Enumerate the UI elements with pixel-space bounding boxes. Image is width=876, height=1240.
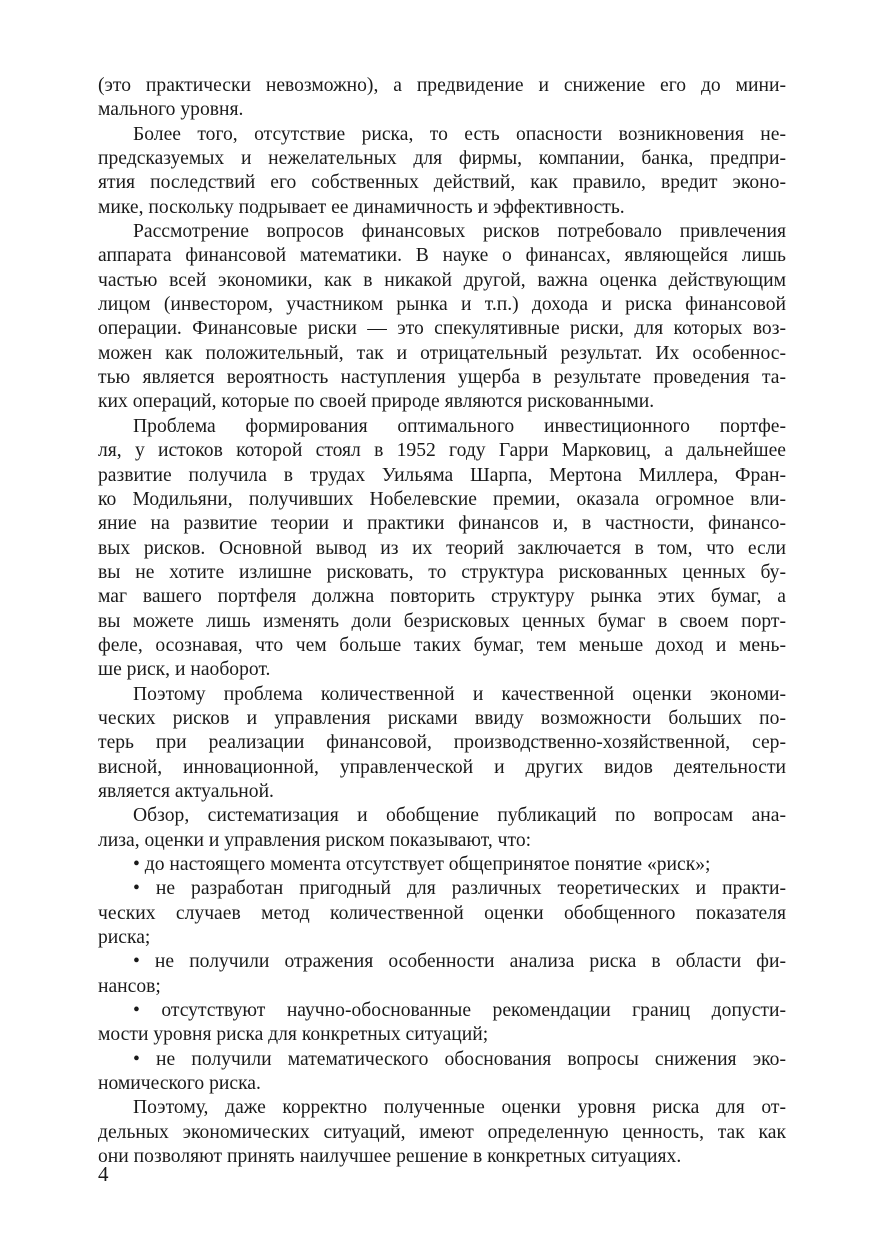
text-line: яние на развитие теории и практики финансов и, в частности, финансо-: [98, 513, 786, 535]
paragraph-risk-assessment-problem: [98, 683, 786, 805]
text-line: дельных экономических ситуаций, имеют определенную ценность, так как: [98, 1121, 786, 1143]
text-line: Проблема формирования оптимального инвестиционного портфе-: [133, 415, 786, 437]
text-line: операции. Финансовые риски — это спекулятивные риски, для которых воз-: [98, 318, 786, 340]
text-line: феле, осознавая, что чем больше таких бумаг, тем меньше доход и мень-: [98, 634, 786, 656]
bullet-item: [98, 1048, 786, 1097]
text-line: лицом (инвестором, участником рынка и т.п.) дохода и риска финансовой: [98, 294, 786, 316]
text-line: аппарата финансовой математики. В науке о финансах, являющейся лишь: [98, 245, 786, 267]
text-line: мости уровня риска для конкретных ситуаций;: [98, 1024, 489, 1046]
bullet-item: [98, 877, 786, 950]
paragraph-review-intro: [98, 804, 786, 853]
page-number: 4: [98, 1162, 109, 1186]
text-line: ля, у истоков которой стоял в 1952 году Гарри Марковиц, а дальнейшее: [98, 440, 786, 462]
text-line: можен как положительный, так и отрицательный результат. Их особеннос-: [98, 342, 786, 364]
paragraph-continuation: [98, 74, 786, 123]
text-line: Более того, отсутствие риска, то есть опасности возникновения не-: [133, 123, 786, 145]
text-line: ческих случаев метод количественной оценки обобщенного показателя: [98, 902, 786, 924]
text-line: ких операций, которые по своей природе являются рискованными.: [98, 391, 655, 413]
text-line: риска;: [98, 927, 151, 949]
text-line: нансов;: [98, 975, 161, 997]
text-line: (это практически невозможно), а предвидение и снижение его до мини-: [98, 75, 786, 96]
text-line: ческих рисков и управления рисками ввиду возможности больших по-: [98, 707, 786, 729]
bullet-item: [98, 853, 786, 877]
text-line: развитие получила в трудах Уильяма Шарпа, Мертона Миллера, Фран-: [98, 464, 786, 486]
text-line: номического риска.: [98, 1073, 261, 1095]
text-line: мике, поскольку подрывает ее динамичность и эффективность.: [98, 196, 625, 218]
text-line: Поэтому проблема количественной и качественной оценки экономи-: [133, 683, 786, 705]
paragraph-portfolio-theory: [98, 415, 786, 683]
text-line: частью всей экономики, как в никакой другой, важна оценка действующим: [98, 269, 786, 291]
text-line: • до настоящего момента отсутствует общепринятое понятие «риск»;: [133, 854, 711, 875]
text-line: вы не хотите излишне рисковать, то структура рискованных ценных бу-: [98, 561, 786, 583]
paragraph-conclusion: [98, 1096, 786, 1169]
text-line: вых рисков. Основной вывод из их теорий заключается в том, что если: [98, 537, 786, 559]
text-line: ятия последствий его собственных действий, как правило, вредит эконо-: [98, 172, 786, 194]
text-line: тью является вероятность наступления ущерба в результате проведения та-: [98, 367, 786, 389]
text-line: терь при реализации финансовой, производственно-хозяйственной, сер-: [98, 732, 786, 754]
text-line: • отсутствуют научно-обоснованные рекомендации границ допусти-: [133, 1000, 786, 1022]
text-line: мального уровня.: [98, 99, 244, 121]
bullet-item: [98, 950, 786, 999]
text-line: Рассмотрение вопросов финансовых рисков потребовало привлечения: [133, 221, 786, 243]
text-line: ко Модильяни, получивших Нобелевские премии, оказала огромное вли-: [98, 488, 786, 510]
text-line: предсказуемых и нежелательных для фирмы, компании, банка, предпри-: [98, 148, 786, 170]
paragraph-absence-of-risk: [98, 123, 786, 220]
bullet-item: [98, 999, 786, 1048]
page-body: [98, 74, 786, 1169]
text-line: ше риск, и наоборот.: [98, 659, 271, 681]
text-line: • не разработан пригодный для различных теоретических и практи-: [133, 878, 786, 900]
text-line: вы можете лишь изменять доли безрисковых ценных бумаг в своем порт-: [98, 610, 786, 632]
text-line: Поэтому, даже корректно полученные оценки уровня риска для от-: [133, 1097, 786, 1119]
text-line: лиза, оценки и управления риском показывают, что:: [98, 829, 532, 851]
text-line: • не получили математического обоснования вопросы снижения эко-: [133, 1048, 786, 1070]
text-line: Обзор, систематизация и обобщение публикаций по вопросам ана-: [133, 805, 786, 827]
text-line: • не получили отражения особенности анализа риска в области фи-: [133, 951, 786, 973]
text-line: является актуальной.: [98, 780, 274, 802]
text-line: маг вашего портфеля должна повторить структуру рынка этих бумаг, а: [98, 586, 786, 608]
text-line: они позволяют принять наилучшее решение в конкретных ситуациях.: [98, 1146, 682, 1168]
paragraph-financial-risks: [98, 220, 786, 415]
text-line: висной, инновационной, управленческой и других видов деятельности: [98, 756, 786, 778]
